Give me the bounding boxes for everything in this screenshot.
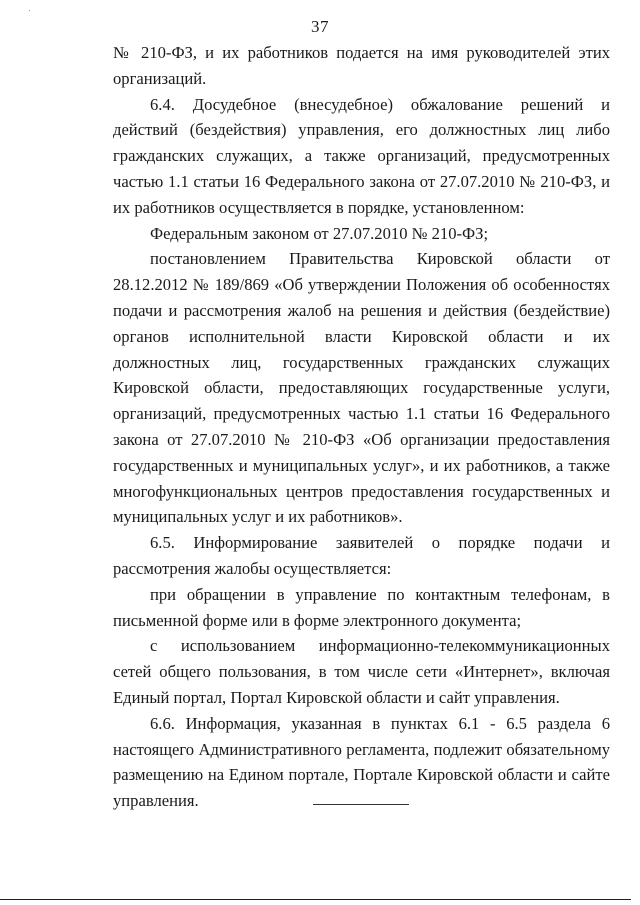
document-body <box>113 40 610 814</box>
paragraph-6-4: 6.4. Досудебное (внесудебное) обжалование решений и действий (бездействия) управления, его должностных лиц либо гражданских служащих, а также организаций, предусмотренных частью 1.1 статьи 16 Федерального закона от 27.07.2010 № 210-ФЗ, и их работников осуществляется в порядке, установленном: <box>113 94 610 217</box>
paragraph-resolution: постановлением Правительства Кировской области от 28.12.2012 № 189/869 «Об утверждении Положения об особенностях подачи и рассмотрения жалоб на решения и действия (бездействие) органов исполнительной власти Кировской области и их должностных лиц, государственных гражданских служащих Кировской области, предоставляющих государственные услуги, организаций, предусмотренных частью 1.1 статьи 16 Федерального закона от 27.07.2010 № 210-ФЗ «Об организации предоставления государственных и муниципальных услуг», и их работников, а также многофункциональных центров предоставления государственных и муниципальных услуг и их работников». <box>113 249 610 527</box>
paragraph-internet: с использованием информационно-телекоммуникационных сетей общего пользования, в том числе сети «Интернет», включая Единый портал, Портал Кировской области и сайт управления. <box>113 636 610 707</box>
paragraph-continuation: № 210-ФЗ, и их работников подается на имя руководителей этих организаций. <box>113 43 610 88</box>
paragraph-6-5: 6.5. Информирование заявителей о порядке подачи и рассмотрения жалобы осуществляется: <box>113 533 610 578</box>
page-number: 37 <box>311 17 329 36</box>
bottom-edge-line <box>0 899 631 900</box>
scan-artifact-dot <box>29 10 30 11</box>
paragraph-contact-methods: при обращении в управление по контактным телефонам, в письменной форме или в форме электронного документа; <box>113 584 610 630</box>
paragraph-6-6: 6.6. Информация, указанная в пунктах 6.1 - 6.5 раздела 6 настоящего Административного регламента, подлежит обязательному размещению на Едином портале, Портале Кировской области и сайте управления. <box>113 713 610 811</box>
end-separator-line <box>313 804 409 805</box>
paragraph-federal-law: Федеральным законом от 27.07.2010 № 210-ФЗ; <box>150 223 489 243</box>
